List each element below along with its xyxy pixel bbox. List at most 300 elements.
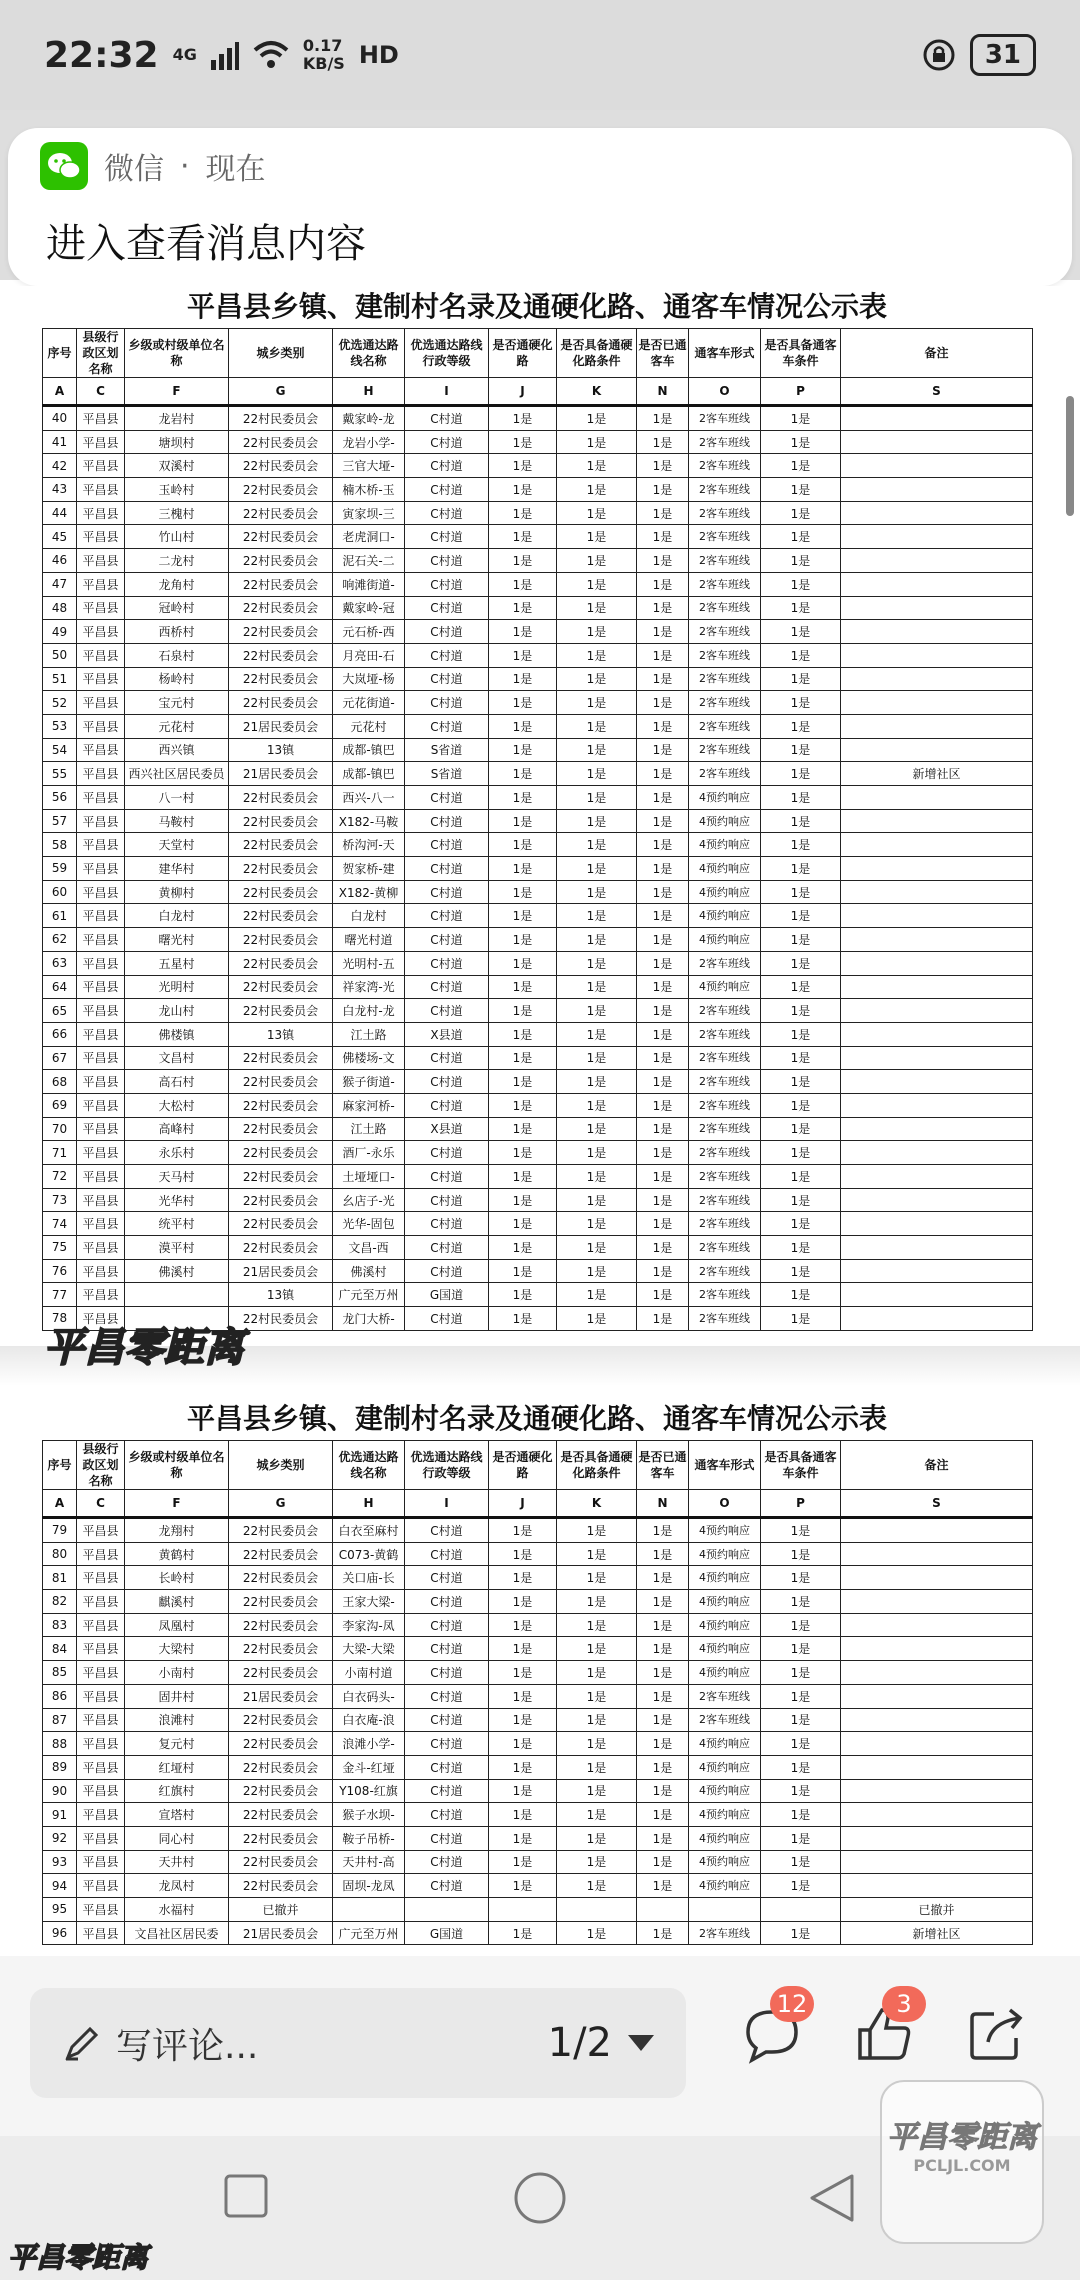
comment-button[interactable]: [740, 1990, 808, 2066]
table-cell: 1是: [489, 1803, 557, 1827]
table-cell: 平昌县: [77, 880, 125, 904]
table-cell: 1是: [489, 1307, 557, 1331]
table-cell: C村道: [405, 1259, 489, 1283]
table-cell: C村道: [405, 1093, 489, 1117]
table-cell: 1是: [489, 1022, 557, 1046]
table-cell: 文昌-西: [333, 1236, 405, 1260]
table-row: [43, 1732, 1033, 1756]
table-cell: 红垭村: [125, 1755, 229, 1779]
column-header: 优选通达路线行政等级: [405, 1441, 489, 1490]
table-row: [43, 525, 1033, 549]
table-cell: 22村民委员会: [229, 1590, 333, 1614]
table-cell: 八一村: [125, 786, 229, 810]
table-cell: C村道: [405, 1779, 489, 1803]
table-cell: C村道: [405, 809, 489, 833]
table-cell: 22村民委员会: [229, 643, 333, 667]
table-row: [43, 1637, 1033, 1661]
table-cell: [841, 596, 1033, 620]
table-cell: 1是: [489, 1212, 557, 1236]
table-cell: 1是: [557, 1307, 637, 1331]
document-page-1: [42, 286, 1032, 1331]
table-cell: X县道: [405, 1022, 489, 1046]
column-letter: G: [229, 378, 333, 406]
table-cell: 1是: [557, 1542, 637, 1566]
table-cell: 2客车班线: [689, 762, 761, 786]
table-cell: 1是: [557, 1022, 637, 1046]
table-cell: 84: [43, 1637, 77, 1661]
table-cell: 1是: [637, 1259, 689, 1283]
table-cell: 4预约响应: [689, 1542, 761, 1566]
table-cell: 塘坝村: [125, 430, 229, 454]
column-letter: O: [689, 378, 761, 406]
table-cell: 1是: [637, 1117, 689, 1141]
table-cell: 1是: [557, 1141, 637, 1165]
table-cell: 90: [43, 1779, 77, 1803]
table-cell: 21居民委员会: [229, 1921, 333, 1945]
table-cell: S省道: [405, 762, 489, 786]
table-cell: 1是: [637, 738, 689, 762]
table-cell: 1是: [761, 1236, 841, 1260]
table-cell: [841, 691, 1033, 715]
table-cell: 1是: [557, 1518, 637, 1543]
table-cell: C村道: [405, 1566, 489, 1590]
table-cell: C村道: [405, 620, 489, 644]
table-cell: C村道: [405, 1613, 489, 1637]
column-header: 是否具备通硬化路条件: [557, 1441, 637, 1490]
table-cell: 1是: [637, 478, 689, 502]
table-cell: [841, 738, 1033, 762]
table-cell: 1是: [761, 1732, 841, 1756]
table-cell: 96: [43, 1921, 77, 1945]
table-cell: 1是: [637, 1850, 689, 1874]
table-cell: 平昌县: [77, 691, 125, 715]
page-title: 平昌县乡镇、建制村名录及通硬化路、通客车情况公示表: [186, 290, 887, 323]
table-cell: 2客车班线: [689, 1022, 761, 1046]
table-cell: 光华村: [125, 1188, 229, 1212]
table-cell: 猴子水坝-: [333, 1803, 405, 1827]
table-cell: 1是: [489, 643, 557, 667]
table-cell: 平昌县: [77, 1093, 125, 1117]
table-cell: 平昌县: [77, 501, 125, 525]
table-cell: 1是: [557, 951, 637, 975]
table-cell: 22村民委员会: [229, 880, 333, 904]
table-cell: 1是: [637, 833, 689, 857]
table-cell: C村道: [405, 1518, 489, 1543]
table-cell: 玉岭村: [125, 478, 229, 502]
table-cell: 1是: [637, 1046, 689, 1070]
table-cell: [841, 904, 1033, 928]
table-cell: 1是: [489, 1850, 557, 1874]
table-cell: 西桥村: [125, 620, 229, 644]
table-cell: 1是: [557, 1826, 637, 1850]
table-row: [43, 1542, 1033, 1566]
recents-button[interactable]: [222, 2172, 270, 2220]
table-cell: 光明村-五: [333, 951, 405, 975]
table-row: [43, 572, 1033, 596]
table-cell: C村道: [405, 1850, 489, 1874]
table-cell: C村道: [405, 525, 489, 549]
table-cell: 1是: [557, 857, 637, 881]
table-cell: 2客车班线: [689, 620, 761, 644]
table-cell: [841, 1684, 1033, 1708]
table-cell: 平昌县: [77, 1708, 125, 1732]
table-cell: C村道: [405, 833, 489, 857]
table-cell: 1是: [489, 833, 557, 857]
table-row: [43, 1188, 1033, 1212]
table-cell: [841, 1165, 1033, 1189]
share-button[interactable]: [964, 2002, 1028, 2066]
table-cell: 1是: [489, 1637, 557, 1661]
table-cell: 白衣码头-: [333, 1684, 405, 1708]
table-cell: 1是: [637, 1022, 689, 1046]
table-row: [43, 691, 1033, 715]
table-cell: C村道: [405, 1874, 489, 1898]
table-cell: 1是: [637, 1141, 689, 1165]
table-cell: 2客车班线: [689, 501, 761, 525]
table-row: [43, 454, 1033, 478]
table-cell: 文昌村: [125, 1046, 229, 1070]
table-cell: 平昌县: [77, 596, 125, 620]
table-cell: 平昌县: [77, 857, 125, 881]
table-cell: 22村民委员会: [229, 478, 333, 502]
table-cell: 22村民委员会: [229, 1755, 333, 1779]
table-cell: 1是: [761, 1613, 841, 1637]
table-cell: 1是: [489, 1259, 557, 1283]
table-cell: 1是: [637, 1613, 689, 1637]
table-cell: 浪滩小学-: [333, 1732, 405, 1756]
table-row: [43, 1661, 1033, 1685]
table-cell: 1是: [637, 1566, 689, 1590]
table-cell: C村道: [405, 999, 489, 1023]
table-cell: [841, 999, 1033, 1023]
table-row: [43, 1022, 1033, 1046]
table-cell: 1是: [761, 975, 841, 999]
table-cell: 平昌县: [77, 762, 125, 786]
table-cell: 4预约响应: [689, 833, 761, 857]
table-cell: 4预约响应: [689, 1613, 761, 1637]
table-cell: C村道: [405, 1803, 489, 1827]
table-cell: 1是: [637, 406, 689, 431]
table-cell: 固井村: [125, 1684, 229, 1708]
table-cell: 4预约响应: [689, 1566, 761, 1590]
table-cell: 1是: [637, 1307, 689, 1331]
table-cell: 57: [43, 809, 77, 833]
table-cell: 关口庙-长: [333, 1566, 405, 1590]
table-cell: 87: [43, 1708, 77, 1732]
table-cell: [841, 1188, 1033, 1212]
table-cell: 22村民委员会: [229, 549, 333, 573]
table-cell: C村道: [405, 1542, 489, 1566]
table-cell: [841, 1022, 1033, 1046]
table-cell: 22村民委员会: [229, 406, 333, 431]
table-cell: 1是: [637, 857, 689, 881]
table-row: [43, 999, 1033, 1023]
table-cell: 1是: [489, 1874, 557, 1898]
notification-banner[interactable]: [8, 128, 1072, 286]
table-cell: 22村民委员会: [229, 1188, 333, 1212]
table-cell: [841, 1093, 1033, 1117]
table-cell: 酒厂-永乐: [333, 1141, 405, 1165]
column-header: 是否已通客车: [637, 329, 689, 378]
table-cell: 2客车班线: [689, 1093, 761, 1117]
table-cell: 1是: [489, 1518, 557, 1543]
column-letter: A: [43, 378, 77, 406]
table-cell: 平昌县: [77, 478, 125, 502]
table-cell: 1是: [761, 1212, 841, 1236]
table-cell: 76: [43, 1259, 77, 1283]
table-cell: 74: [43, 1212, 77, 1236]
table-row: [43, 1259, 1033, 1283]
table-cell: 1是: [489, 1165, 557, 1189]
table-cell: 1是: [557, 975, 637, 999]
table-cell: 平昌县: [77, 643, 125, 667]
table-cell: 1是: [557, 1212, 637, 1236]
scrollbar[interactable]: [1066, 396, 1074, 516]
table-cell: 64: [43, 975, 77, 999]
table-cell: 1是: [637, 1188, 689, 1212]
home-button[interactable]: [512, 2172, 568, 2228]
table-cell: 贺家桥-建: [333, 857, 405, 881]
column-letter: J: [489, 378, 557, 406]
table-cell: 平昌县: [77, 1070, 125, 1094]
table-cell: 平昌县: [77, 1850, 125, 1874]
table-cell: 1是: [637, 691, 689, 715]
table-cell: 光明村: [125, 975, 229, 999]
table-cell: 曙光村: [125, 928, 229, 952]
table-cell: 1是: [637, 999, 689, 1023]
column-letter: K: [557, 1490, 637, 1518]
table-cell: 1是: [761, 1070, 841, 1094]
table-cell: 1是: [489, 1566, 557, 1590]
table-cell: 李家沟-凤: [333, 1613, 405, 1637]
table-cell: 龙翔村: [125, 1518, 229, 1543]
table-cell: 1是: [637, 1637, 689, 1661]
table-row: [43, 1613, 1033, 1637]
table-cell: 4预约响应: [689, 857, 761, 881]
table-cell: 22村民委员会: [229, 1093, 333, 1117]
table-cell: [841, 620, 1033, 644]
table-cell: 52: [43, 691, 77, 715]
table-cell: C村道: [405, 951, 489, 975]
table-cell: 江土路: [333, 1022, 405, 1046]
table-cell: 平昌县: [77, 1117, 125, 1141]
table-cell: 2客车班线: [689, 572, 761, 596]
table-cell: 22村民委员会: [229, 596, 333, 620]
table-cell: 1是: [489, 1093, 557, 1117]
table-cell: 1是: [489, 478, 557, 502]
table-cell: [841, 1566, 1033, 1590]
table-cell: 1是: [489, 904, 557, 928]
table-cell: 麒溪村: [125, 1590, 229, 1614]
table-row: [43, 1755, 1033, 1779]
table-cell: 西兴-八一: [333, 786, 405, 810]
table-cell: 2客车班线: [689, 430, 761, 454]
table-cell: 1是: [761, 1307, 841, 1331]
table-cell: 86: [43, 1684, 77, 1708]
table-cell: C村道: [405, 904, 489, 928]
table-cell: 21居民委员会: [229, 762, 333, 786]
table-cell: 1是: [761, 999, 841, 1023]
table-cell: 平昌县: [77, 1684, 125, 1708]
table-cell: 1是: [557, 1070, 637, 1094]
table-cell: [841, 1046, 1033, 1070]
table-cell: 2客车班线: [689, 1684, 761, 1708]
table-cell: [841, 1141, 1033, 1165]
table-cell: 1是: [489, 1732, 557, 1756]
table-cell: 85: [43, 1661, 77, 1685]
table-cell: C村道: [405, 1046, 489, 1070]
table-cell: 1是: [637, 1518, 689, 1543]
page-title: 平昌县乡镇、建制村名录及通硬化路、通客车情况公示表: [186, 1402, 887, 1435]
table-cell: 4预约响应: [689, 928, 761, 952]
table-cell: 1是: [637, 454, 689, 478]
column-header: 是否具备通客车条件: [761, 1441, 841, 1490]
table-cell: C村道: [405, 406, 489, 431]
table-cell: 天马村: [125, 1165, 229, 1189]
table-cell: 1是: [557, 1566, 637, 1590]
table-cell: 22村民委员会: [229, 501, 333, 525]
table-cell: [841, 643, 1033, 667]
table-row: [43, 928, 1033, 952]
table-cell: 三官大垭-: [333, 454, 405, 478]
table-cell: 72: [43, 1165, 77, 1189]
table-cell: 金斗-红垭: [333, 1755, 405, 1779]
table-cell: 43: [43, 478, 77, 502]
table-cell: [841, 1259, 1033, 1283]
column-header: 城乡类别: [229, 329, 333, 378]
chevron-down-icon[interactable]: [628, 2035, 654, 2051]
table-cell: [405, 1898, 489, 1922]
table-cell: 22村民委员会: [229, 809, 333, 833]
table-cell: 22村民委员会: [229, 1307, 333, 1331]
table-row: [43, 1117, 1033, 1141]
table-cell: 1是: [557, 904, 637, 928]
table-cell: 曙光村道: [333, 928, 405, 952]
table-cell: C村道: [405, 549, 489, 573]
table-cell: 1是: [557, 1732, 637, 1756]
table-cell: 1是: [761, 478, 841, 502]
table-cell: 1是: [761, 1188, 841, 1212]
table-cell: 1是: [637, 1921, 689, 1945]
table-cell: 22村民委员会: [229, 1661, 333, 1685]
table-row: [43, 620, 1033, 644]
column-letter: F: [125, 1490, 229, 1518]
table-cell: 泥石关-二: [333, 549, 405, 573]
column-letter: A: [43, 1490, 77, 1518]
table-cell: 2客车班线: [689, 596, 761, 620]
notification-app: 微信: [104, 152, 164, 187]
table-cell: C村道: [405, 857, 489, 881]
table-cell: 1是: [761, 738, 841, 762]
table-cell: 幺店子-光: [333, 1188, 405, 1212]
table-cell: [841, 1803, 1033, 1827]
table-cell: 戴家岭-龙: [333, 406, 405, 431]
table-cell: 龙凤村: [125, 1874, 229, 1898]
table-cell: 小南村道: [333, 1661, 405, 1685]
table-cell: 22村民委员会: [229, 786, 333, 810]
table-cell: 佛溪村: [333, 1259, 405, 1283]
table-cell: 平昌县: [77, 1732, 125, 1756]
table-cell: C村道: [405, 1212, 489, 1236]
table-cell: 46: [43, 549, 77, 573]
column-letter-row: [43, 1490, 1033, 1518]
table-cell: 51: [43, 667, 77, 691]
watermark: 平昌零距离: [44, 1325, 244, 1371]
table-cell: 统平村: [125, 1212, 229, 1236]
table-cell: 1是: [761, 1259, 841, 1283]
document-image[interactable]: [0, 286, 1080, 1956]
table-cell: 1是: [557, 454, 637, 478]
table-cell: 73: [43, 1188, 77, 1212]
table-cell: 59: [43, 857, 77, 881]
table-row: [43, 1283, 1033, 1307]
hd-icon: HD: [358, 41, 399, 69]
table-cell: 平昌县: [77, 1661, 125, 1685]
table-cell: 49: [43, 620, 77, 644]
lock-rotation-icon: [922, 38, 956, 72]
table-cell: 93: [43, 1850, 77, 1874]
comment-input[interactable]: [30, 1988, 686, 2098]
table-cell: 天堂村: [125, 833, 229, 857]
table-cell: 1是: [557, 1779, 637, 1803]
table-cell: 复元村: [125, 1732, 229, 1756]
table-cell: 1是: [637, 1542, 689, 1566]
column-header: 城乡类别: [229, 1441, 333, 1490]
column-letter: C: [77, 1490, 125, 1518]
table-cell: 1是: [489, 762, 557, 786]
table-cell: C村道: [405, 1661, 489, 1685]
table-cell: 1是: [761, 1518, 841, 1543]
table-cell: 响滩街道-: [333, 572, 405, 596]
column-header: 乡级或村级单位名称: [125, 1441, 229, 1490]
table-cell: 2客车班线: [689, 1259, 761, 1283]
table-cell: 平昌县: [77, 999, 125, 1023]
table-cell: 平昌县: [77, 975, 125, 999]
column-header: 是否具备通硬化路条件: [557, 329, 637, 378]
column-header: 乡级或村级单位名称: [125, 329, 229, 378]
table-cell: 1是: [761, 1803, 841, 1827]
table-cell: 4预约响应: [689, 1826, 761, 1850]
table-cell: 47: [43, 572, 77, 596]
back-button[interactable]: [808, 2172, 856, 2224]
table-cell: 1是: [489, 1283, 557, 1307]
table-row: [43, 1566, 1033, 1590]
table-cell: 1是: [557, 667, 637, 691]
table-cell: 1是: [761, 406, 841, 431]
table-cell: 71: [43, 1141, 77, 1165]
table-cell: 1是: [557, 478, 637, 502]
table-cell: 4预约响应: [689, 1590, 761, 1614]
table-cell: 79: [43, 1518, 77, 1543]
like-button[interactable]: [852, 1990, 916, 2066]
table-cell: 平昌县: [77, 1542, 125, 1566]
table-cell: C村道: [405, 1070, 489, 1094]
table-cell: 1是: [557, 880, 637, 904]
table-cell: 天井村: [125, 1850, 229, 1874]
table-cell: 黄柳村: [125, 880, 229, 904]
table-cell: 22村民委员会: [229, 1826, 333, 1850]
table-cell: 1是: [761, 1755, 841, 1779]
column-letter: P: [761, 378, 841, 406]
table-cell: X182-马鞍: [333, 809, 405, 833]
table-cell: [841, 880, 1033, 904]
table-cell: 13镇: [229, 1022, 333, 1046]
table-cell: 竹山村: [125, 525, 229, 549]
table-cell: 1是: [489, 1542, 557, 1566]
table-cell: [841, 1732, 1033, 1756]
page-indicator[interactable]: 1/2: [547, 2020, 612, 2066]
table-row: [43, 714, 1033, 738]
